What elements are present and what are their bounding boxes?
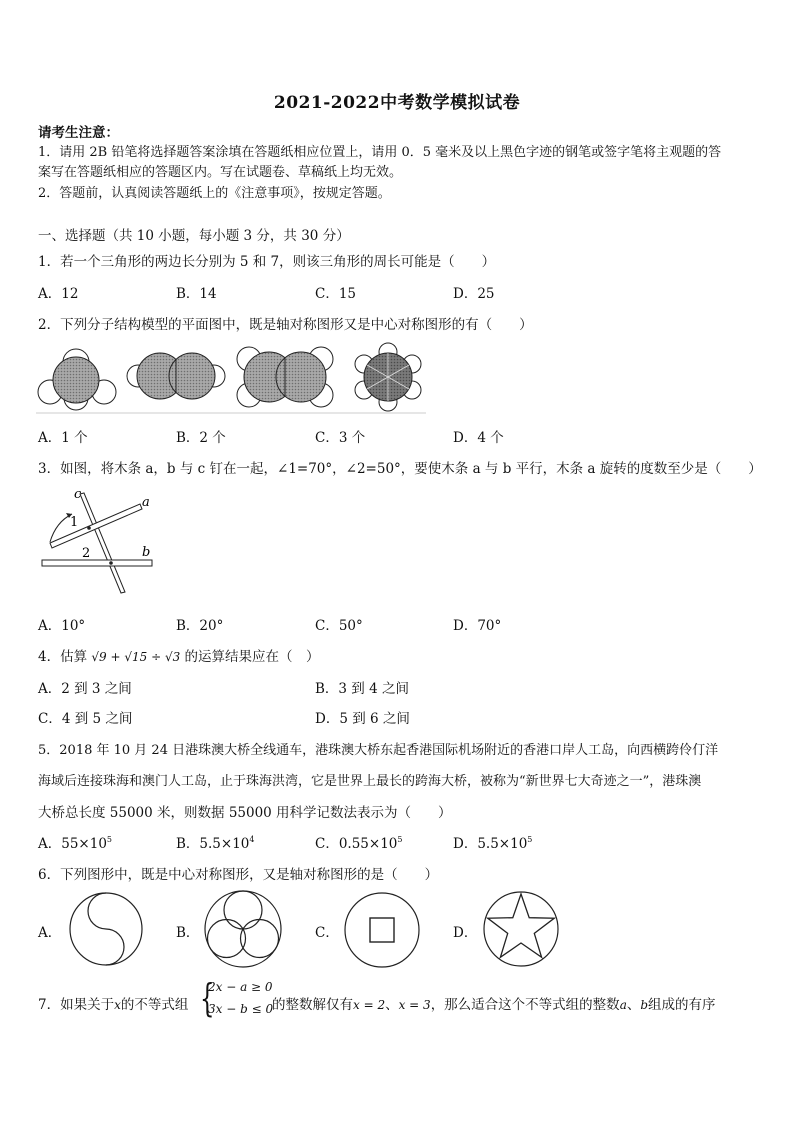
q4-expression: √9 + √15 ÷ √3 — [91, 650, 181, 664]
notice-heading: 请考生注意： — [38, 125, 119, 141]
q2-molecule-figures — [36, 340, 428, 414]
notice-line-3: 2．答题前，认真阅读答题纸上的《注意事项》，按规定答题。 — [38, 186, 391, 201]
q2-option-b: B．2 个 — [176, 430, 226, 446]
q6-option-d: D． — [453, 925, 478, 941]
q2-option-d: D．4 个 — [453, 430, 504, 446]
notice-line-1: 1．请用 2B 铅笔将选择题答案涂填在答题纸相应位置上，请用 0．5 毫米及以上黑色字迹的钢笔或签字笔将主观题的答 — [38, 145, 722, 160]
q1-stem: 1．若一个三角形的两边长分别为 5 和 7，则该三角形的周长可能是（ ） — [38, 254, 496, 270]
molecule-4-icon — [355, 343, 421, 411]
q4-option-c: C．4 到 5 之间 — [38, 711, 133, 727]
q4-stem — [38, 645, 320, 665]
q4-option-d: D．5 到 6 之间 — [315, 711, 410, 727]
q4-suffix: 的运算结果应在（ ） — [184, 649, 320, 665]
q4-option-b: B．3 到 4 之间 — [315, 681, 409, 697]
q7-var-b: b — [640, 998, 649, 1012]
q6-option-c: C． — [315, 925, 339, 941]
q7-ineq-1: 2x − a ≥ 0 — [208, 980, 273, 994]
q3-label-b: b — [142, 545, 151, 560]
q6-stem: 6．下列图形中，既是中心对称图形，又是轴对称图形的是（ ） — [38, 867, 439, 883]
q2-option-c: C．3 个 — [315, 430, 366, 446]
q1-option-c: C．15 — [315, 286, 357, 302]
q7-post3: 组成的有序 — [648, 997, 716, 1013]
q7-post1: 的整数解仅有 — [272, 997, 353, 1013]
molecule-1-icon — [38, 349, 116, 410]
q2-stem: 2．下列分子结构模型的平面图中，既是轴对称图形又是中心对称图形的有（ ） — [38, 317, 533, 333]
q7-sol-2: x = 3 — [398, 998, 431, 1012]
q3-angle-1: 1 — [70, 515, 79, 530]
yin-yang-curve-icon — [66, 889, 146, 969]
q3-option-c: C．50° — [315, 618, 363, 634]
circle-with-star-icon — [479, 887, 563, 971]
q3-wood-strips-figure — [38, 484, 158, 596]
q5-option-a: A．$55\times 10^5$ — [38, 835, 113, 852]
q1-option-b: B．14 — [176, 286, 217, 302]
q3-option-b: B．20° — [176, 618, 224, 634]
q7-mid: 的不等式组 — [120, 997, 189, 1013]
q5-option-d: D．$5.5\times 10^5$ — [453, 835, 533, 852]
q5-line-3: 大桥总长度 55000 米，则数据 55000 用科学记数法表示为（ ） — [38, 805, 452, 821]
q7-stem-rest: 的整数解仅有x = 2、x = 3，那么适合这个不等式组的整数a、b组成的有序 — [272, 997, 716, 1013]
q5-option-c: C．$0.55\times 10^5$ — [315, 835, 403, 852]
q7-var-a: a — [619, 998, 627, 1012]
q5-option-b: B．$5.5\times 10^4$ — [176, 835, 255, 852]
q3-option-d: D．70° — [453, 618, 502, 634]
brace-icon: { — [200, 976, 215, 1020]
q3-angle-2: 2 — [82, 546, 91, 561]
notice-line-2: 案写在答题纸相应的答题区内。写在试题卷、草稿纸上均无效。 — [38, 165, 403, 180]
circle-with-square-icon — [341, 889, 423, 971]
molecule-2-icon — [127, 353, 225, 399]
q7-ineq-2: 3x − b ≤ 0 — [208, 1002, 274, 1016]
q4-prefix: 4．估算 — [38, 649, 88, 665]
molecule-3-icon — [237, 347, 333, 407]
q7-post2: ，那么适合这个不等式组的整数 — [430, 997, 620, 1013]
page-title: 2021-2022中考数学模拟试卷 — [273, 93, 521, 113]
q3-label-c: c — [74, 487, 82, 502]
q5-line-2: 海域后连接珠海和澳门人工岛，止于珠海洪湾，它是世界上最长的跨海大桥，被称为“新世界七大奇迹之一”，港珠澳 — [38, 774, 702, 789]
q1-option-d: D．25 — [453, 286, 495, 302]
q7-stem — [38, 993, 188, 1013]
q5-line-1: 5．2018 年 10 月 24 日港珠澳大桥全线通车，港珠澳大桥东起香港国际机场附近的香港口岸人工岛，向西横跨伶仃洋 — [38, 743, 719, 758]
q7-prefix: 7．如果关于 — [38, 997, 115, 1013]
q3-stem: 3．如图，将木条 a，b 与 c 钉在一起，∠1=70°，∠2=50°，要使木条 a 与 b 平行，木条 a 旋转的度数至少是（ ） — [38, 461, 762, 477]
three-petal-circle-icon — [201, 887, 285, 971]
q2-option-a: A．1 个 — [38, 430, 88, 446]
q4-option-a: A．2 到 3 之间 — [38, 681, 132, 697]
q1-option-a: A．12 — [38, 286, 79, 302]
section-heading: 一、选择题（共 10 小题，每小题 3 分，共 30 分） — [38, 228, 350, 244]
q6-option-b: B． — [176, 925, 200, 941]
q7-inequality-system — [200, 976, 274, 1022]
q7-sol-1: x = 2 — [353, 998, 386, 1012]
q3-option-a: A．10° — [38, 618, 86, 634]
q3-label-a: a — [142, 495, 150, 510]
q6-option-a: A． — [38, 925, 62, 941]
q7-var-x: x — [114, 998, 121, 1012]
